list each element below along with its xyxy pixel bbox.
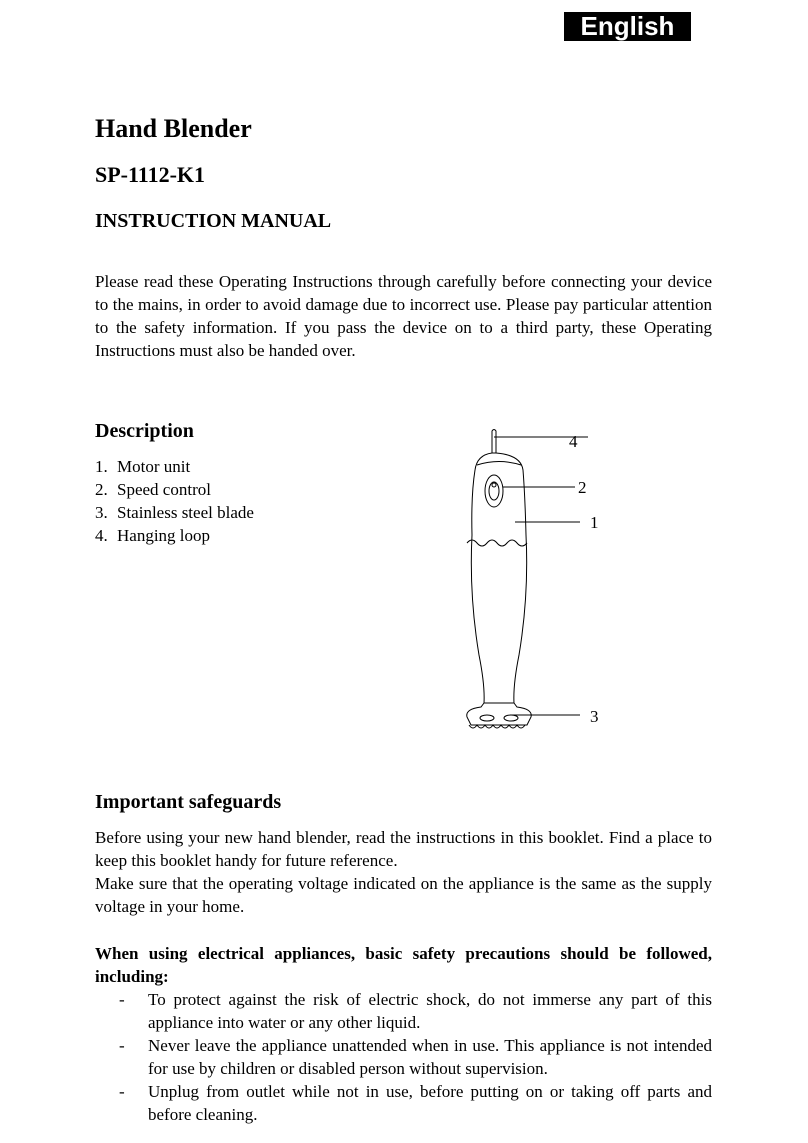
hanging-loop-shape	[492, 430, 496, 454]
list-item-number: 2.	[95, 480, 108, 499]
list-item	[95, 988, 712, 1034]
page-title: Hand Blender	[95, 114, 252, 143]
bullet-dash: -	[119, 1036, 125, 1055]
manual-heading: INSTRUCTION MANUAL	[95, 210, 332, 232]
precautions-list	[95, 988, 712, 1126]
list-item-number: 3.	[95, 503, 108, 522]
bullet-text: Never leave the appliance unattended when in use. This appliance is not intended for use by children or disabled person without supervision.	[148, 1036, 712, 1078]
list-item-label: Hanging loop	[117, 526, 211, 545]
list-item-label: Motor unit	[117, 457, 191, 476]
list-item	[95, 501, 254, 524]
speed-control-shape	[485, 475, 503, 507]
list-item	[95, 478, 254, 501]
wavy-joint	[467, 540, 527, 546]
callout-label-1: 1	[590, 513, 599, 532]
hand-blender-diagram	[455, 425, 615, 740]
list-item	[95, 1034, 712, 1080]
description-list	[95, 455, 254, 547]
bullet-text: Unplug from outlet while not in use, before putting on or taking off parts and before cleaning.	[148, 1082, 712, 1124]
bullet-text: To protect against the risk of electric shock, do not immerse any part of this appliance into water or any other liquid.	[148, 990, 712, 1032]
list-item-label: Stainless steel blade	[117, 503, 254, 522]
model-number: SP-1112-K1	[95, 162, 206, 187]
list-item-number: 1.	[95, 457, 108, 476]
blade-guard-shape	[467, 703, 531, 725]
safeguards-paragraph-1: Before using your new hand blender, read the instructions in this booklet. Find a place to keep this booklet handy for future reference.	[95, 828, 712, 870]
language-badge: English	[564, 12, 691, 41]
list-item	[95, 1080, 712, 1126]
description-heading: Description	[95, 420, 194, 442]
safeguards-heading: Important safeguards	[95, 791, 282, 813]
list-item	[95, 524, 254, 547]
list-item-label: Speed control	[117, 480, 211, 499]
bullet-dash: -	[119, 990, 125, 1009]
callout-label-2: 2	[578, 478, 587, 497]
callout-label-3: 3	[590, 707, 599, 726]
list-item	[95, 455, 254, 478]
callout-label-4: 4	[569, 432, 578, 451]
list-item-number: 4.	[95, 526, 108, 545]
precautions-heading: When using electrical appliances, basic safety precautions should be followed, including:	[95, 944, 712, 986]
bullet-dash: -	[119, 1082, 125, 1101]
intro-paragraph: Please read these Operating Instructions through carefully before connecting your device to the mains, in order to avoid damage due to incorrect use. Please pay particular attention to the safety information. If you pass the device on to a third party, these Operating Instructions must also be handed over.	[95, 272, 712, 360]
safeguards-paragraph-2: Make sure that the operating voltage indicated on the appliance is the same as the supply voltage in your home.	[95, 874, 712, 916]
